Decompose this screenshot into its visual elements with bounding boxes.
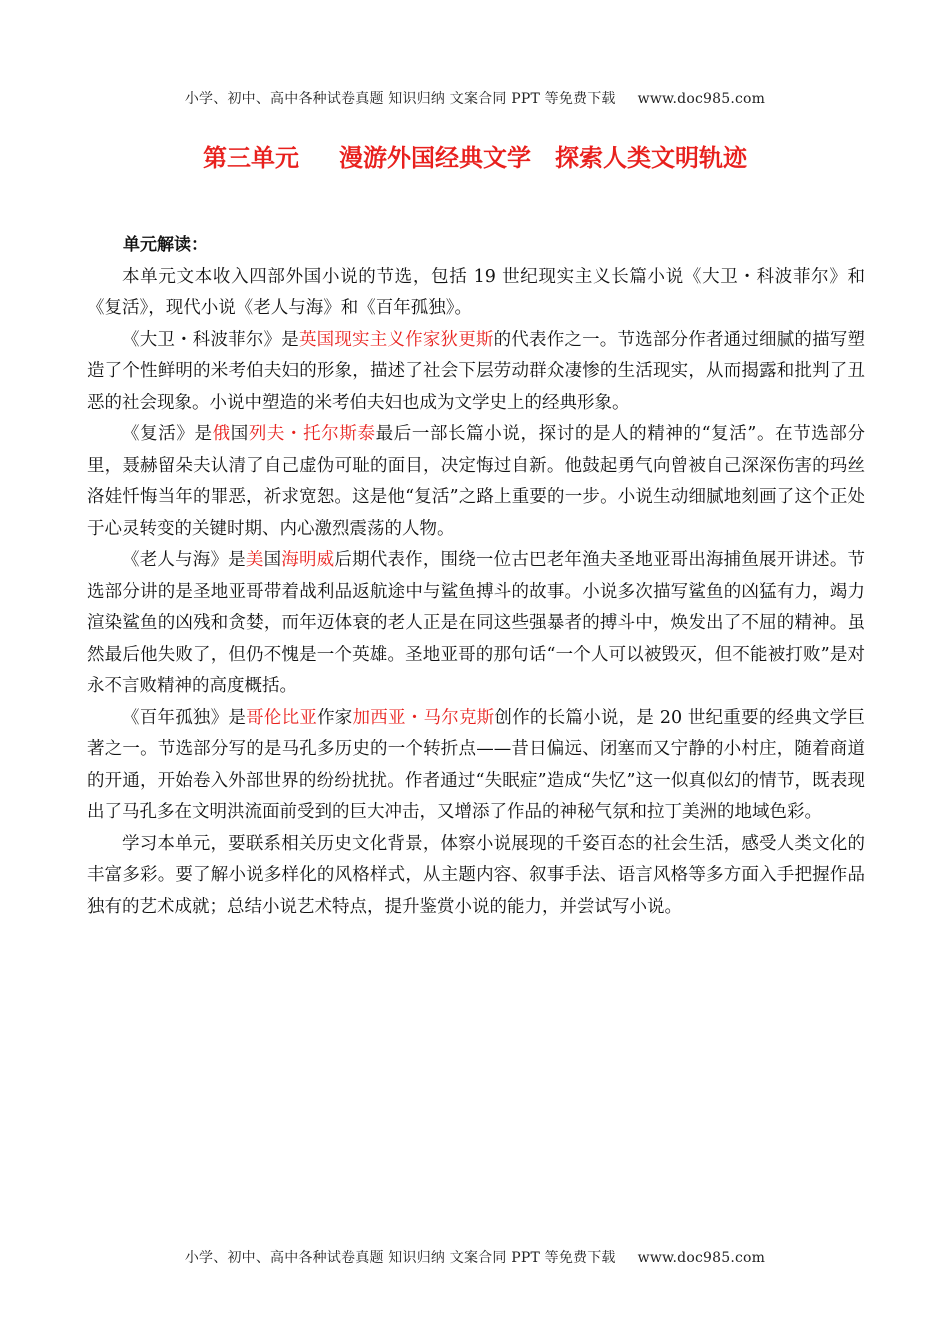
title-unit: 第三单元 [203,144,299,172]
text-span: 作家 [317,707,353,728]
paragraph-old-man-and-sea [87,545,865,703]
highlight-author: 海明威 [281,550,335,570]
highlight-country: 美 [245,550,264,570]
page-title [0,138,950,173]
text-span: 国 [230,424,249,444]
header-site-link[interactable]: www.doc985.com [637,91,766,107]
text-span: 《复活》是 [122,424,213,444]
paragraph-david-copperfield [87,325,865,420]
paragraph-hundred-years [87,703,865,829]
text-span: 《百年孤独》是 [122,707,247,728]
title-part2: 探索人类文明轨迹 [555,144,747,172]
highlight-country: 哥伦比亚 [246,707,318,728]
header-text: 小学、初中、高中各种试卷真题 知识归纳 文案合同 PPT 等免费下载 [184,91,616,107]
page-footer [0,1247,950,1267]
section-heading: 单元解读： [123,235,208,255]
paragraph-study-guide: 学习本单元，要联系相关历史文化背景，体察小说展现的千姿百态的社会生活，感受人类文化的丰富多彩。要了解小说多样化的风格样式，从主题内容、叙事手法、语言风格等多方面入手把握作品独有的艺术成就；总结小说艺术特点，提升鉴赏小说的能力，并尝试写小说。 [87,833,865,917]
footer-text: 小学、初中、高中各种试卷真题 知识归纳 文案合同 PPT 等免费下载 [184,1250,616,1266]
text-span: 《老人与海》是 [122,550,246,570]
highlight-author: 列夫・托尔斯泰 [248,424,376,444]
text-span: 国 [263,550,282,570]
paragraph-intro: 本单元文本收入四部外国小说的节选，包括 19 世纪现实主义长篇小说《大卫・科波菲尔》和《复活》，现代小说《老人与海》和《百年孤独》。 [87,266,865,318]
text-span: 的代表作之一。节选部分作者通过细腻的描写塑造了个性鲜明的米考伯夫妇的形象，描述了社会下层劳动群众凄惨的生活现实，从而揭露和批判了丑恶的社会现象。小说中塑造的米考伯夫妇也成为文学史上的经典形象。 [87,329,866,413]
highlight-author: 英国现实主义作家狄更斯 [298,329,494,350]
text-span: 最后一部长篇小说，探讨的是人的精神的“复活”。在节选部分里，聂赫留朵夫认清了自己虚伪可耻的面目，决定悔过自新。他鼓起勇气向曾被自己深深伤害的玛丝洛娃忏悔当年的罪恶，祈求宽恕。这是他“复活”之路上重要的一步。小说生动细腻地刻画了这个正处于心灵转变的关键时期、内心激烈震荡的人物。 [87,424,866,539]
text-span: 创作的长篇小说，是 20 世纪重要的经典文学巨著之一。节选部分写的是马孔多历史的一个转折点——昔日偏远、闭塞而又宁静的小村庄，随着商道的开通，开始卷入外部世界的纷纷扰扰。作者通过“失眠症”造成“失忆”这一似真似幻的情节，既表现出了马孔多在文明洪流面前受到的巨大冲击，又增添了作品的神秘气氛和拉丁美洲的地域色彩。 [87,707,865,822]
highlight-country: 俄 [212,424,231,444]
title-part1: 漫游外国经典文学 [339,144,531,172]
page-header [0,88,950,108]
footer-site-link[interactable]: www.doc985.com [637,1250,766,1266]
document-body [87,230,865,923]
paragraph-resurrection [87,419,865,545]
text-span: 《大卫・科波菲尔》是 [122,329,299,350]
text-span: 后期代表作，围绕一位古巴老年渔夫圣地亚哥出海捕鱼展开讲述。节选部分讲的是圣地亚哥带着战利品返航途中与鲨鱼搏斗的故事。小说多次描写鲨鱼的凶猛有力，竭力渲染鲨鱼的凶残和贪婪，而年迈体衰的老人正是在同这些强暴者的搏斗中，焕发出了不屈的精神。虽然最后他失败了，但仍不愧是一个英雄。圣地亚哥的那句话“一个人可以被毁灭，但不能被打败”是对永不言败精神的高度概括。 [87,550,866,696]
highlight-author: 加西亚・马尔克斯 [352,707,495,728]
